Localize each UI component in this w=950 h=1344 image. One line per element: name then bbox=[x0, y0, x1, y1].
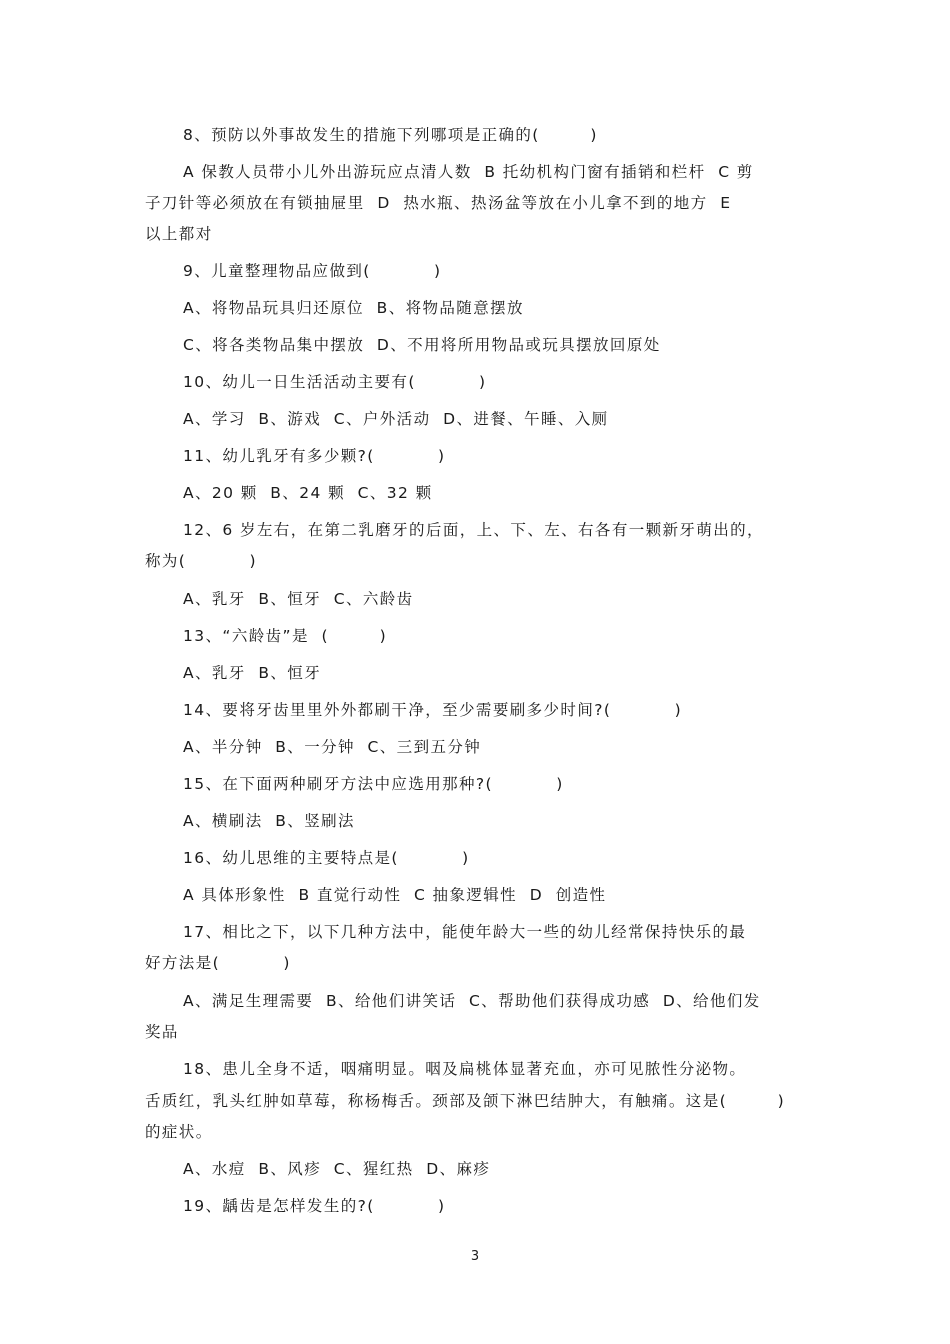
question-11: 11、幼儿乳牙有多少颗?( ) bbox=[183, 447, 446, 465]
page-number: 3 bbox=[470, 1249, 480, 1264]
question-12-line-1: 12、6 岁左右，在第二乳磨牙的后面，上、下、左、右各有一颗新牙萌出的， bbox=[183, 521, 764, 539]
question-13-options: A、乳牙 B、恒牙 bbox=[183, 664, 322, 682]
question-16-options: A 具体形象性 B 直觉行动性 C 抽象逻辑性 D 创造性 bbox=[183, 886, 607, 904]
question-8-options-line-2: 子刀针等必须放在有锁抽屉里 D 热水瓶、热汤盆等放在小儿拿不到的地方 E bbox=[145, 194, 732, 212]
question-15: 15、在下面两种刷牙方法中应选用那种?( ) bbox=[183, 775, 564, 793]
question-19: 19、龋齿是怎样发生的?( ) bbox=[183, 1197, 446, 1215]
question-15-options: A、横刷法 B、竖刷法 bbox=[183, 812, 355, 830]
question-18-options: A、水痘 B、风疹 C、猩红热 D、麻疹 bbox=[183, 1160, 491, 1178]
question-17-line-1: 17、相比之下，以下几种方法中，能使年龄大一些的幼儿经常保持快乐的最 bbox=[183, 923, 747, 941]
question-18-line-2: 舌质红，乳头红肿如草莓，称杨梅舌。颈部及颌下淋巴结肿大，有触痛。这是( ) bbox=[145, 1092, 786, 1110]
question-8: 8、预防以外事故发生的措施下列哪项是正确的( ) bbox=[183, 126, 598, 144]
question-8-options-line-1: A 保教人员带小儿外出游玩应点清人数 B 托幼机构门窗有插销和栏杆 C 剪 bbox=[183, 163, 754, 181]
question-8-options-line-3: 以上都对 bbox=[145, 225, 213, 243]
question-9-options-line-2: C、将各类物品集中摆放 D、不用将所用物品或玩具摆放回原处 bbox=[183, 336, 661, 354]
question-17-options-line-2: 奖品 bbox=[145, 1023, 179, 1041]
question-18-line-3: 的症状。 bbox=[145, 1123, 213, 1141]
question-14-options: A、半分钟 B、一分钟 C、三到五分钟 bbox=[183, 738, 482, 756]
question-17-line-2: 好方法是( ) bbox=[145, 954, 291, 972]
question-13: 13、“六龄齿”是 ( ) bbox=[183, 627, 388, 645]
question-12-line-2: 称为( ) bbox=[145, 552, 257, 570]
question-16: 16、幼儿思维的主要特点是( ) bbox=[183, 849, 470, 867]
question-10: 10、幼儿一日生活活动主要有( ) bbox=[183, 373, 487, 391]
question-12-options: A、乳牙 B、恒牙 C、六龄齿 bbox=[183, 590, 414, 608]
question-18-line-1: 18、患儿全身不适，咽痛明显。咽及扁桃体显著充血，亦可见脓性分泌物。 bbox=[183, 1060, 747, 1078]
question-17-options-line-1: A、满足生理需要 B、给他们讲笑话 C、帮助他们获得成功感 D、给他们发 bbox=[183, 992, 761, 1010]
question-9-options-line-1: A、将物品玩具归还原位 B、将物品随意摆放 bbox=[183, 299, 524, 317]
question-9: 9、儿童整理物品应做到( ) bbox=[183, 262, 442, 280]
question-11-options: A、20 颗 B、24 颗 C、32 颗 bbox=[183, 484, 433, 502]
question-14: 14、要将牙齿里里外外都刷干净，至少需要刷多少时间?( ) bbox=[183, 701, 683, 719]
question-10-options: A、学习 B、游戏 C、户外活动 D、进餐、午睡、入厕 bbox=[183, 410, 609, 428]
